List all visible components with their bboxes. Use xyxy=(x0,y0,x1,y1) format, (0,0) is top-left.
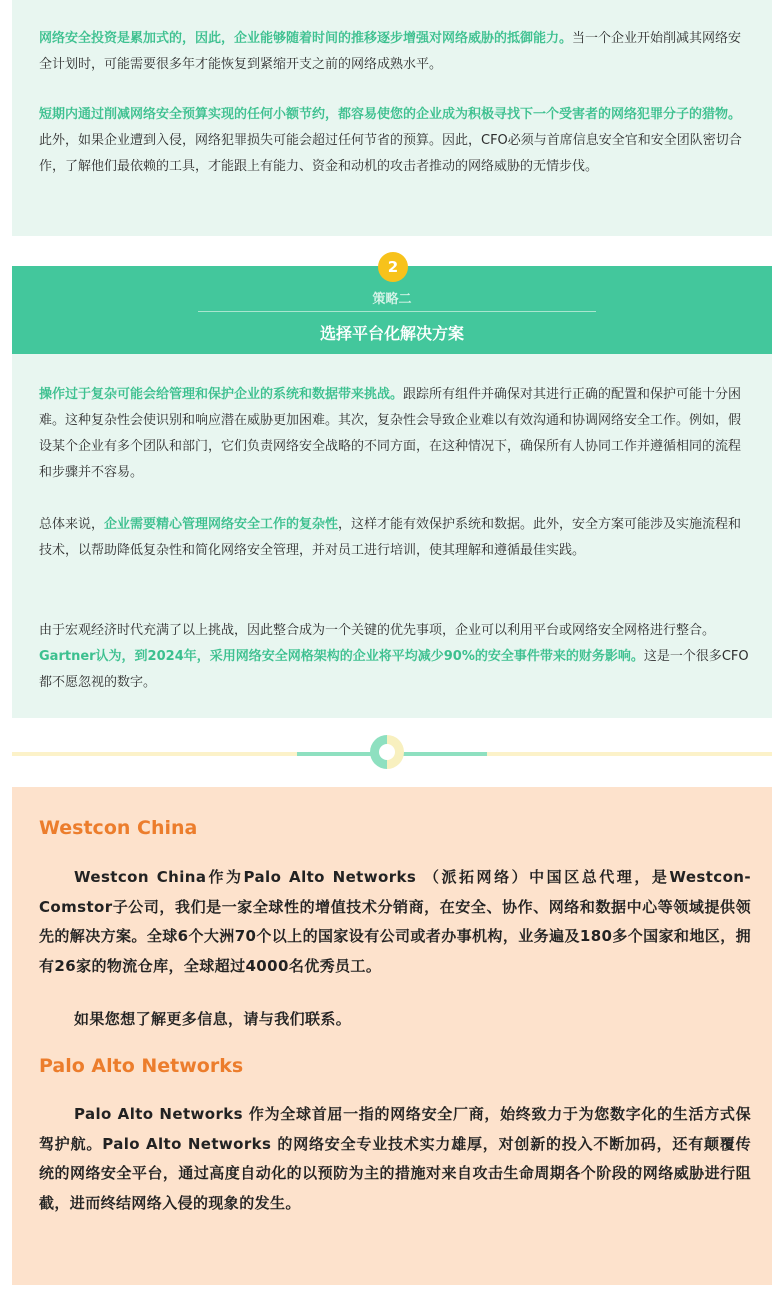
body-text: 跟踪所有组件并确保对其进行正确的配置和保护可能十分困难。这种复杂性会使识别和响应潜在威胁更加困难。其次，复杂性会导致企业难以有效沟通和协调网络安全工作。例如，假设某个企业有多个团队和部门，它们负责网络安全战略的不同方面，在这种情况下，确保所有人协同工作并遵循相同的流程和步骤并不容易。 xyxy=(39,387,742,480)
palo-alto-description: Palo Alto Networks 作为全球首屈一指的网络安全厂商，始终致力于为您数字化的生活方式保驾护航。Palo Alto Networks 的网络安全专业技术实力雄厚，对创新的投入不断加码，还有颠覆传统的网络安全平台，通过高度自动化的以预防为主的措施对来自攻击生命周期各个阶段的网络威胁进行阻截，进而终结网络入侵的现象的发生。 xyxy=(39,1105,751,1212)
highlight-text: 企业需要精心管理网络安全工作的复杂性 xyxy=(104,517,339,532)
contact-text: 如果您想了解更多信息，请与我们联系。 xyxy=(74,1010,352,1028)
westcon-heading: Westcon China xyxy=(39,817,198,839)
highlight-text: 网络安全投资是累加式的，因此，企业能够随着时间的推移逐步增强对网络威胁的抵御能力。 xyxy=(39,31,573,46)
about-box xyxy=(12,787,772,1285)
section-divider xyxy=(12,735,772,775)
paragraph xyxy=(39,512,751,564)
body-text: ，这样才能有效保护系统和数据。此外，安全方案可能涉及实施流程和技术，以帮助降低复杂性和简化网络安全管理，并对员工进行培训，使其理解和遵循最佳实践。 xyxy=(39,517,742,558)
body-text: 总体来说， xyxy=(39,517,105,532)
highlight-text: Gartner认为，到2024年，采用网络安全网格架构的企业将平均减少90%的安全事件带来的财务影响。 xyxy=(39,649,644,664)
body-text: 当一个企业开始削减其网络安全计划时，可能需要很多年才能恢复到紧缩开支之前的网络成熟水平。 xyxy=(39,31,742,72)
highlight-text: 操作过于复杂可能会给管理和保护企业的系统和数据带来挑战。 xyxy=(39,387,404,402)
body-text: 由于宏观经济时代充满了以上挑战，因此整合成为一个关键的优先事项，企业可以利用平台或网络安全网格进行整合。 xyxy=(39,623,716,638)
section-strategy-box xyxy=(12,354,772,718)
paragraph xyxy=(39,26,749,78)
paragraph xyxy=(39,102,749,180)
strategy-title: 选择平台化解决方案 xyxy=(319,324,464,343)
body-text: 此外，如果企业遭到入侵，网络犯罪损失可能会超过任何节省的预算。因此，CFO必须与首席信息安全官和安全团队密切合作，了解他们最依赖的工具，才能跟上有能力、资金和动机的攻击者推动的网络威胁的无情步伐。 xyxy=(39,133,742,174)
paragraph xyxy=(39,618,751,696)
highlight-text: 短期内通过削减网络安全预算实现的任何小额节约，都容易使您的企业成为积极寻找下一个受害者的网络犯罪分子的猎物。 xyxy=(39,107,742,122)
banner-divider xyxy=(198,311,596,312)
strategy-number-badge: 2 xyxy=(378,252,408,282)
strategy-label: 策略二 xyxy=(372,292,412,307)
section-intro-box xyxy=(12,0,772,236)
divider-line-right xyxy=(487,752,772,756)
westcon-description: Westcon China作为Palo Alto Networks （派拓网络）中国区总代理，是Westcon-Comstor子公司，我们是一家全球性的增值技术分销商，在安全、协作、网络和数据中心等领域提供领先的解决方案。全球6个大洲70个以上的国家设有公司或者办事机构，业务遍及180多个国家和地区，拥有26家的物流仓库，全球超过4000名优秀员工。 xyxy=(39,868,751,975)
ring-ornament-icon xyxy=(370,735,404,769)
divider-line-left xyxy=(12,752,297,756)
paragraph xyxy=(39,382,751,486)
palo-alto-heading: Palo Alto Networks xyxy=(39,1055,244,1077)
body-text: 这是一个很多CFO都不愿忽视的数字。 xyxy=(39,649,749,690)
